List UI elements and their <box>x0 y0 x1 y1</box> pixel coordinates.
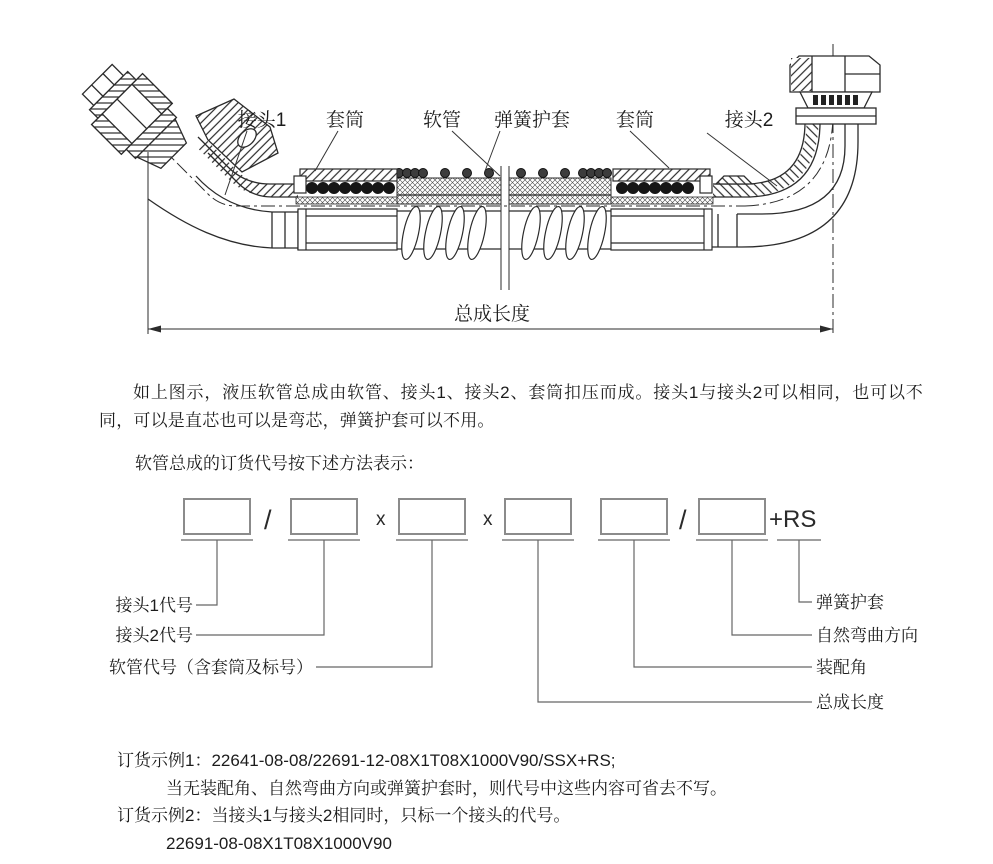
dimension-label: 总成长度 <box>453 304 531 325</box>
sleeve-2-section <box>613 169 712 194</box>
break-lines <box>501 166 509 290</box>
ordering-intro-paragraph: 软管总成的订货代号按下述方法表示： <box>135 454 424 473</box>
code-box-connector2 <box>291 499 357 534</box>
code-box-natural-bend <box>699 499 765 534</box>
sleeve-1-section <box>294 169 397 194</box>
fitting-2-elbow-90 <box>712 56 880 247</box>
order-code-diagram <box>0 490 993 730</box>
example-1-line: 订货示例1：22641-08-08/22691-12-08X1T08X1000V90/SSX+RS; <box>117 751 616 770</box>
connector-lines <box>181 540 821 702</box>
spring-guard-section <box>395 169 612 178</box>
label-natural-bend: 自然弯曲方向 <box>816 626 918 645</box>
fitting-1-elbow-45 <box>72 54 298 250</box>
figure-label-sleeve1: 套筒 <box>325 110 365 131</box>
figure-label-connector2: 接头2 <box>724 110 774 131</box>
label-assembly-length: 总成长度 <box>816 693 884 712</box>
hose-assembly-drawing <box>0 0 993 350</box>
separator-x-1: x <box>376 509 386 530</box>
example-1-note: 当无装配角、自然弯曲方向或弹簧护套时，则代号中这些内容可省去不写。 <box>166 778 727 798</box>
label-hose-code: 软管代号（含套筒及标号） <box>109 658 313 677</box>
separator-x-2: x <box>483 509 493 530</box>
ordering-examples <box>117 747 727 857</box>
spring-guard-exterior <box>398 205 610 261</box>
label-connector2-code: 接头2代号 <box>115 626 193 645</box>
code-box-assembly-length <box>505 499 571 534</box>
figure-label-hose: 软管 <box>422 110 462 131</box>
fitting-2-hex-nut <box>790 56 880 124</box>
code-box-assembly-angle <box>601 499 667 534</box>
separator-slash-2: / <box>679 505 687 535</box>
code-box-hose <box>399 499 465 534</box>
figure-label-connector1: 接头1 <box>237 110 287 131</box>
label-assembly-angle: 装配角 <box>816 658 867 677</box>
separator-slash-1: / <box>264 505 272 535</box>
suffix-rs: +RS <box>769 506 817 533</box>
label-connector1-code: 接头1代号 <box>115 596 193 615</box>
exterior-view <box>298 205 712 261</box>
figure-label-sleeve2: 套筒 <box>615 110 655 131</box>
label-spring-guard: 弹簧护套 <box>816 593 884 612</box>
fitting-1-hex-nut <box>72 54 199 181</box>
hose-assembly-mid <box>294 166 713 290</box>
example-2-code: 22691-08-08X1T08X1000V90 <box>166 833 392 853</box>
intro-paragraph: 如上图示，液压软管总成由软管、接头1、接头2、套筒扣压而成。接头1与接头2可以相同，也可以不同，可以是直芯也可以是弯芯，弹簧护套可以不用。 <box>99 383 923 430</box>
code-box-connector1 <box>184 499 250 534</box>
example-2-line: 订货示例2：当接头1与接头2相同时，只标一个接头的代号。 <box>117 806 571 825</box>
figure-label-spring-guard: 弹簧护套 <box>493 110 571 131</box>
